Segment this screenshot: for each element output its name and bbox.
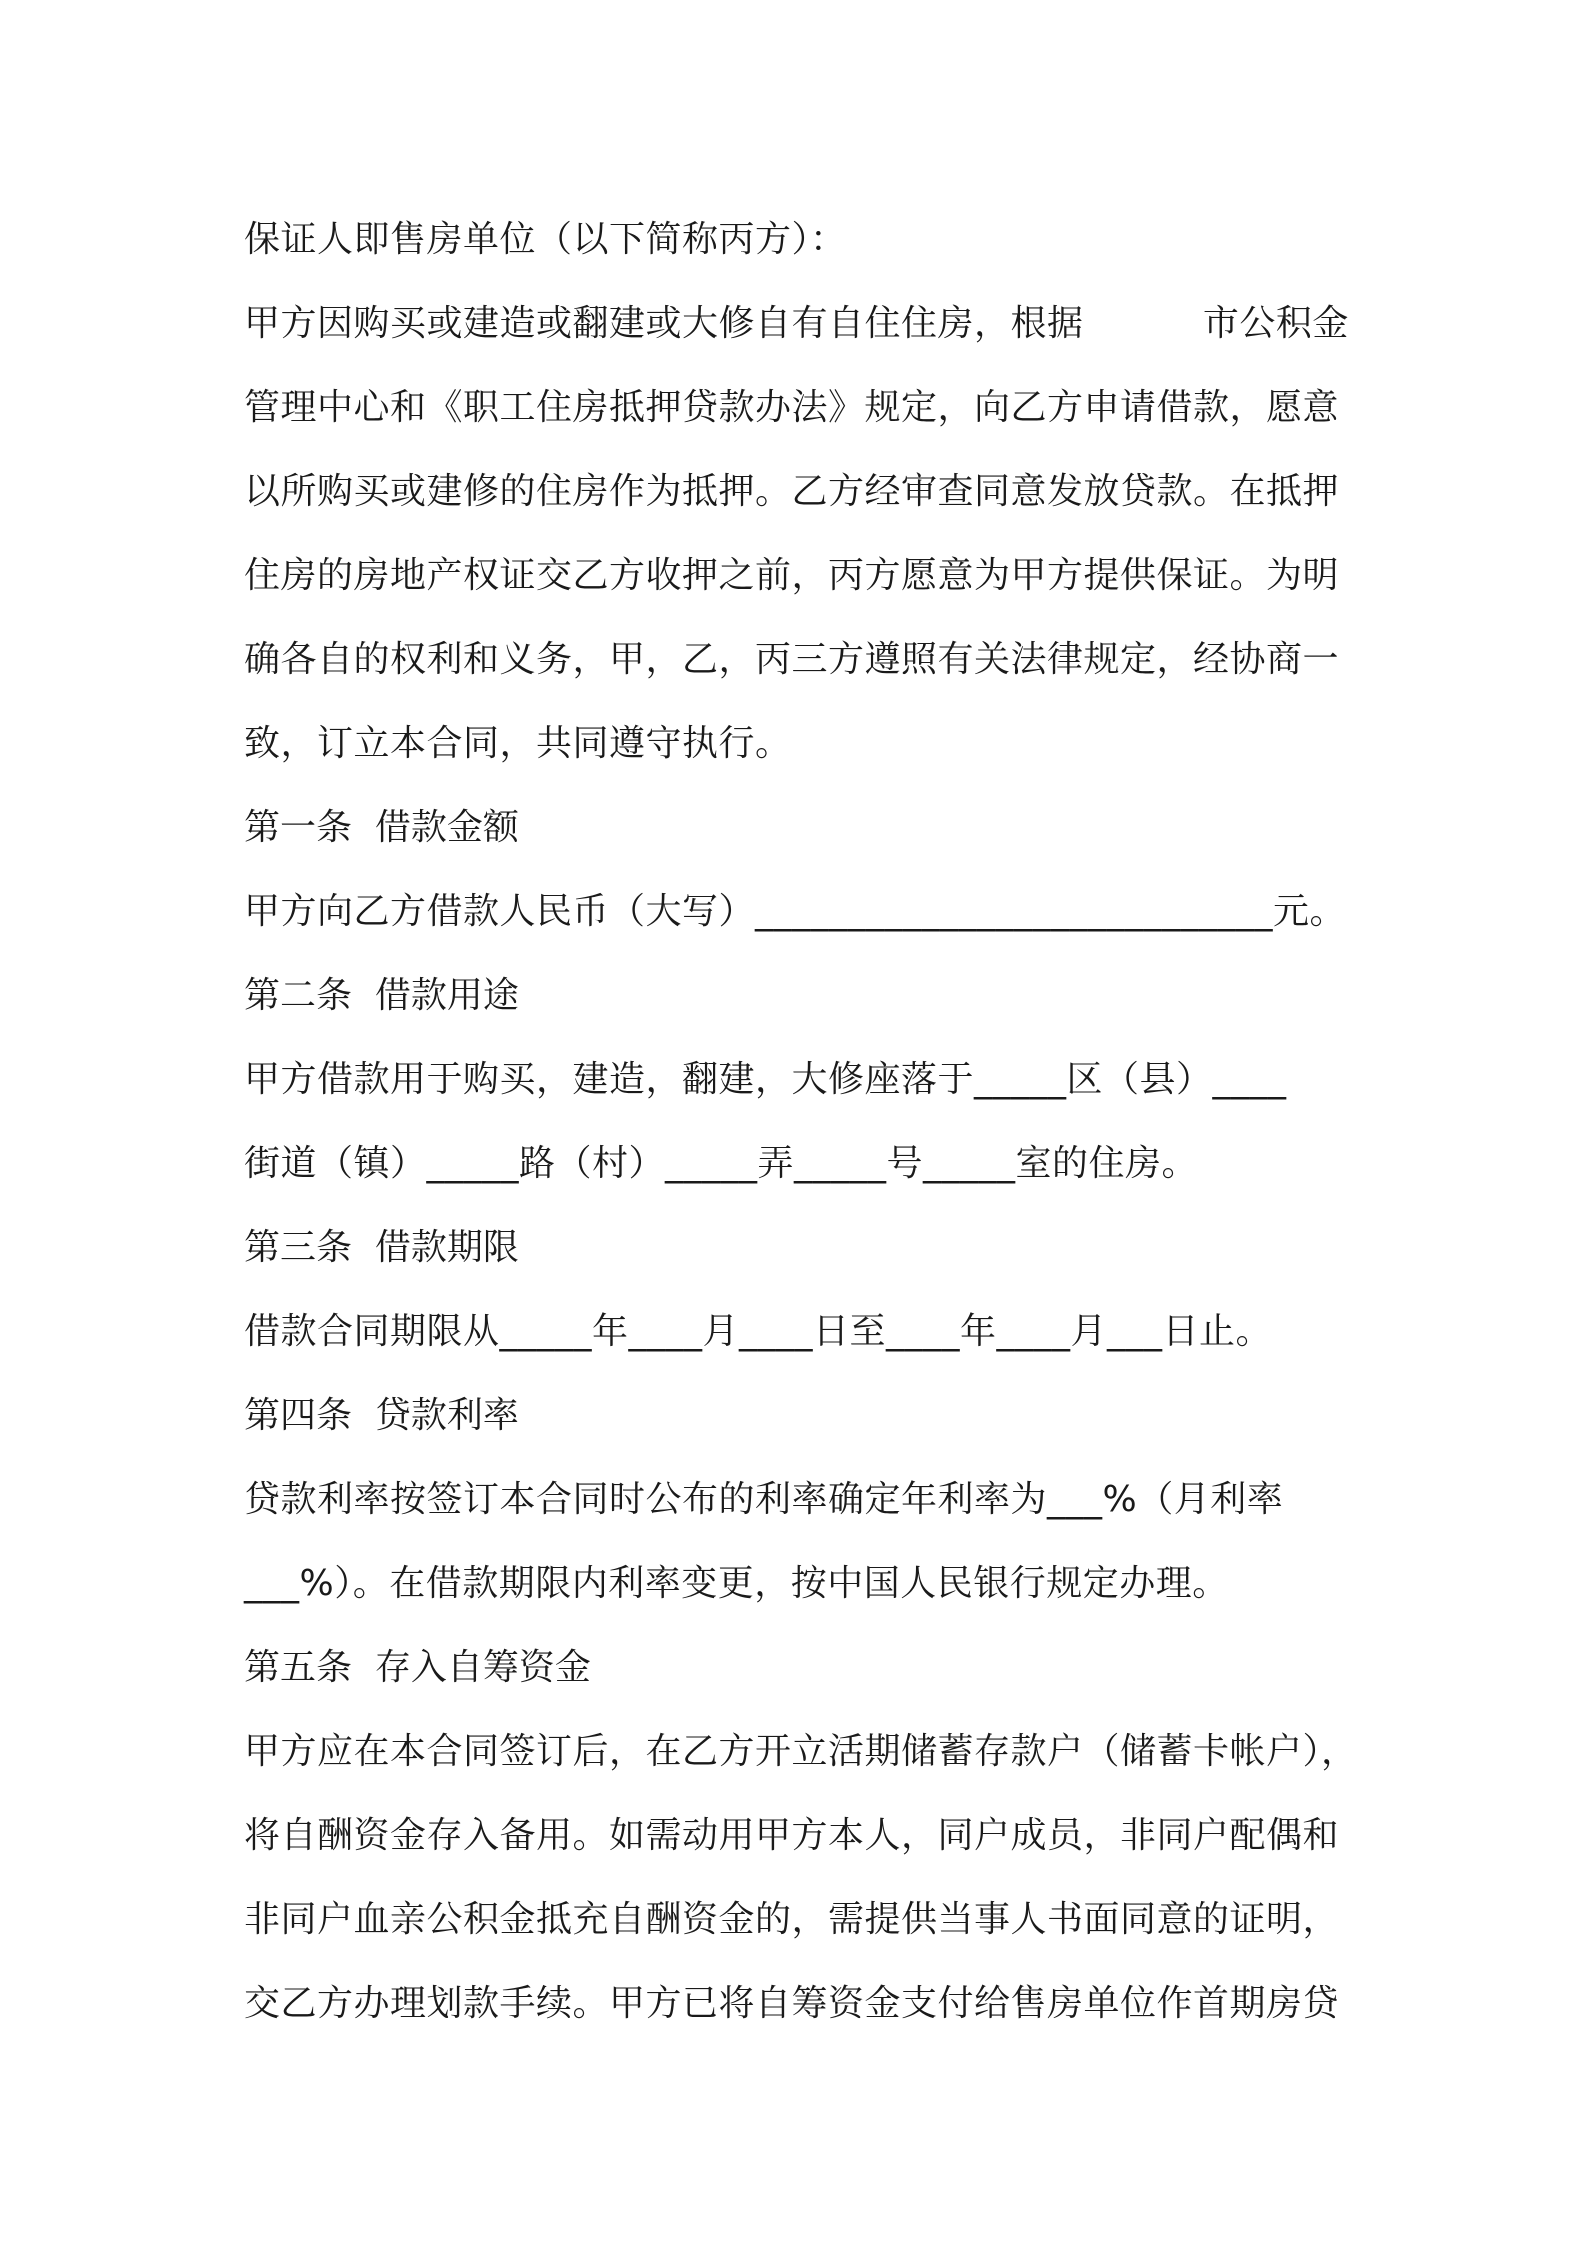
article-1-body: 甲方向乙方借款人民币（大写）____________________________元。 — [244, 891, 1347, 932]
article-4-heading: 第四条 贷款利率 — [244, 1395, 519, 1436]
preamble-line: 甲方因购买或建造或翻建或大修自有自住住房，根据 市公积金 — [244, 303, 1349, 344]
article-5-heading: 第五条 存入自筹资金 — [244, 1647, 591, 1688]
article-4-body: 贷款利率按签订本合同时公布的利率确定年利率为___%（月利率 — [244, 1479, 1284, 1520]
preamble-line: 住房的房地产权证交乙方收押之前，丙方愿意为甲方提供保证。为明 — [244, 555, 1340, 596]
article-1-heading: 第一条 借款金额 — [244, 807, 519, 848]
article-2-body: 街道（镇）_____路（村）_____弄_____号_____室的住房。 — [244, 1143, 1199, 1184]
preamble-line: 致，订立本合同，共同遵守执行。 — [244, 723, 792, 764]
intro-guarantor-line: 保证人即售房单位（以下简称丙方）： — [244, 219, 847, 260]
article-5-body: 甲方应在本合同签订后，在乙方开立活期储蓄存款户（储蓄卡帐户）， — [244, 1731, 1358, 1772]
article-4-body: ___%）。在借款期限内利率变更，按中国人民银行规定办理。 — [244, 1563, 1229, 1604]
preamble-line: 以所购买或建修的住房作为抵押。乙方经审查同意发放贷款。在抵押 — [244, 471, 1340, 512]
contract-page — [244, 198, 1366, 2046]
article-3-body: 借款合同期限从_____年____月____日至____年____月___日止。 — [244, 1311, 1273, 1352]
article-2-body: 甲方借款用于购买，建造，翻建，大修座落于_____区（县）____ — [244, 1059, 1287, 1100]
preamble-line: 管理中心和《职工住房抵押贷款办法》规定，向乙方申请借款，愿意 — [244, 387, 1340, 428]
article-3-heading: 第三条 借款期限 — [244, 1227, 519, 1268]
preamble-line: 确各自的权利和义务，甲，乙，丙三方遵照有关法律规定，经协商一 — [244, 639, 1340, 680]
article-5-body: 将自酬资金存入备用。如需动用甲方本人，同户成员，非同户配偶和 — [244, 1815, 1340, 1856]
article-5-body: 交乙方办理划款手续。甲方已将自筹资金支付给售房单位作首期房贷 — [244, 1983, 1340, 2024]
article-2-heading: 第二条 借款用途 — [244, 975, 519, 1016]
article-5-body: 非同户血亲公积金抵充自酬资金的，需提供当事人书面同意的证明， — [244, 1899, 1340, 1940]
